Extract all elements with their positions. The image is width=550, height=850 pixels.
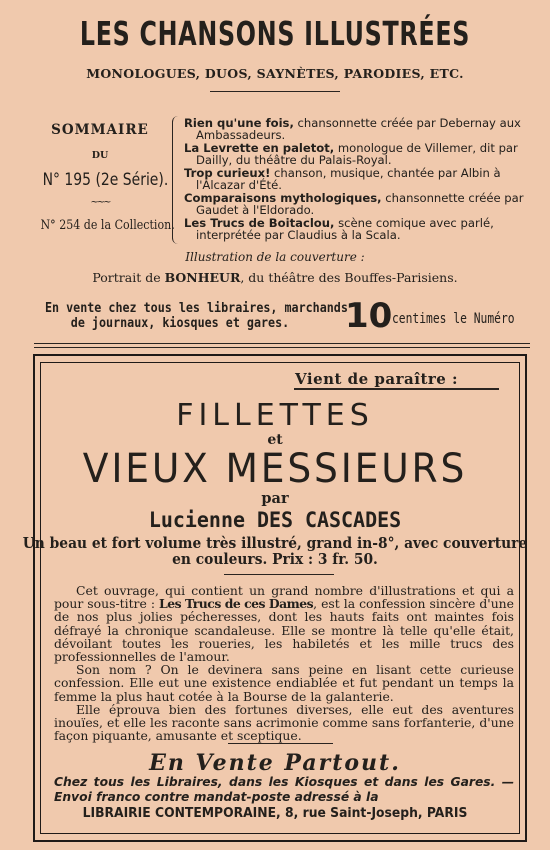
header-divider — [210, 91, 340, 92]
book-description — [22, 535, 528, 567]
entry-title: Les Trucs de Boitaclou, — [184, 216, 335, 230]
section-rule — [34, 347, 530, 348]
entry-continuation: Ambassadeurs. — [196, 128, 286, 143]
cover-portrait-line — [0, 270, 550, 285]
ad-vient-de-paraitre: Vient de paraître : — [295, 370, 459, 388]
ad-vient-underline — [294, 388, 499, 390]
contents-entry — [184, 217, 534, 242]
ad-paragraph: Elle éprouva bien des fortunes diverses, elle eut des aventures inouïes, et elle les raconte sans acrimonie comme sans forfanterie, d'une façon piquante, amusante et sceptique. — [54, 701, 514, 744]
contents-entry — [184, 117, 534, 142]
entry-title: Rien qu'une fois, — [184, 116, 294, 130]
sale-line-1: En vente chez tous les libraires, marchands — [45, 301, 348, 316]
sale-notice — [45, 301, 348, 331]
masthead-title: LES CHANSONS ILLUSTRÉES — [79, 14, 471, 53]
book-author: Lucienne DES CASCADES — [148, 508, 402, 532]
issue-number: N° 195 (2e Série). — [42, 170, 169, 190]
entry-description: chanson, musique, chantée par Albin à — [270, 166, 501, 180]
entry-title: La Levrette en paletot, — [184, 141, 335, 155]
price-text: centimes le Numéro — [392, 311, 515, 327]
sale-line-2: de journaux, kiosques et gares. — [70, 316, 290, 331]
collection-number: N° 254 de la Collection. — [40, 218, 175, 233]
book-description-line-1: Un beau et fort volume très illustré, grand in-8°, avec couverture — [22, 534, 528, 552]
book-description-line-2: en couleurs. Prix : 3 fr. 50. — [172, 550, 378, 568]
book-par: par — [261, 490, 289, 507]
book-title-et: et — [267, 432, 283, 448]
ad-paragraph-text: , est la confession sincère d'une de nos plus jolies pécheresses, dont les hauts faits ont maintes fois défrayé la chronique scandaleuse. Elle se montre là telle qu'elle était, dévoilant toutes les roueries, les habiletés et les mille trucs des professionnelles de l'amour. — [54, 596, 514, 665]
entry-title: Trop curieux! — [184, 166, 271, 180]
ad-paragraph-text: Cet ouvrage, qui contient un grand nombre d'illustrations et qui a pour sous-titre : — [54, 583, 514, 612]
entry-description: chansonnette créée par Debernay aux — [293, 116, 521, 130]
contents-brace — [172, 116, 181, 244]
portrait-name: BONHEUR — [164, 270, 241, 285]
ad-divider-lower — [228, 743, 333, 744]
cover-illustration-label: Illustration de la couverture : — [185, 250, 365, 264]
ad-subtitle-emphasis: Les Trucs de ces Dames — [159, 596, 314, 612]
portrait-prefix: Portrait de — [92, 270, 165, 285]
en-vente-partout: En Vente Partout. — [149, 750, 401, 776]
entry-description: chansonnette créée par — [381, 191, 524, 205]
sommaire-du: DU — [91, 150, 109, 161]
ad-paragraph: Son nom ? On le devinera sans peine en lisant cette curieuse confession. Elle eut une existence endiablée et fut pendant un temps la femme la plus haut cotée à la Bourse de la galanterie. — [54, 662, 514, 704]
entry-description: scène comique avec parlé, — [334, 216, 494, 230]
distribution-notice: Chez tous les Libraires, dans les Kiosques et dans les Gares. —Envoi franco contre mandat-poste adressé à la — [54, 775, 514, 804]
entry-title: Comparaisons mythologiques, — [184, 191, 382, 205]
entry-continuation: Gaudet à l'Eldorado. — [196, 203, 315, 218]
ad-divider — [224, 574, 334, 575]
entry-continuation: Dailly, du théâtre du Palais-Royal. — [196, 153, 392, 168]
ornament-squiggle: ~~~ — [90, 197, 110, 208]
entry-description: monologue de Villemer, dit par — [334, 141, 518, 155]
entry-continuation: l'Alcazar d'Été. — [196, 178, 282, 193]
ad-paragraph — [54, 584, 514, 663]
masthead-subtitle: MONOLOGUES, DUOS, SAYNÈTES, PARODIES, ETC. — [86, 66, 464, 81]
book-title-line-2: VIEUX MESSIEURS — [82, 446, 468, 492]
contents-entry — [184, 192, 534, 217]
book-title-line-1: FILLETTES — [176, 398, 374, 433]
entry-continuation: interprétée par Claudius à la Scala. — [196, 228, 401, 243]
publisher-address: LIBRAIRIE CONTEMPORAINE, 8, rue Saint-Joseph, PARIS — [82, 806, 468, 821]
portrait-suffix: , du théâtre des Bouffes-Parisiens. — [240, 270, 458, 285]
contents-entry — [184, 167, 534, 192]
ad-body — [54, 584, 514, 742]
section-rule — [34, 343, 530, 344]
contents-entry — [184, 142, 534, 167]
sommaire-label: SOMMAIRE — [51, 122, 149, 138]
price-number: 10 — [345, 296, 393, 336]
